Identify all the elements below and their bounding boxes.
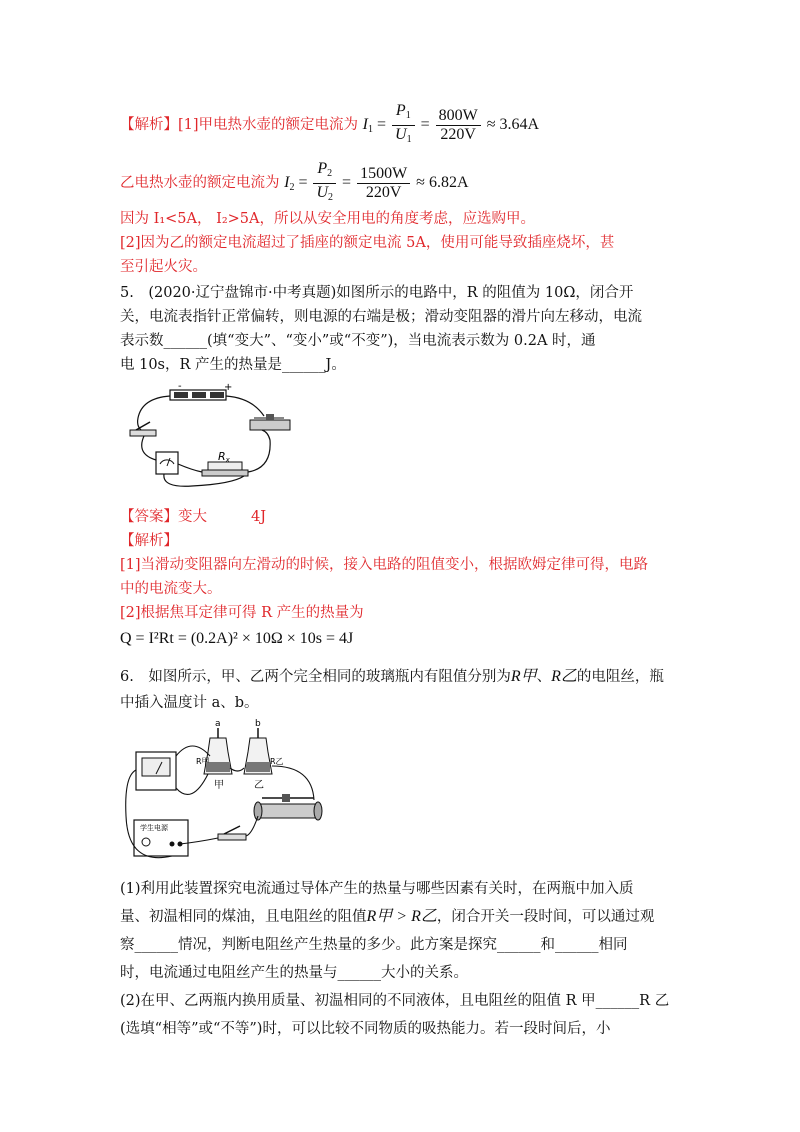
question-6-part-1-line-1: (1)利用此装置探究电流通过导体产生的热量与哪些因素有关时，在两瓶中加入质 — [120, 881, 634, 897]
question-6-part-1-line-4: 时，电流通过电阻丝产生的热量与______大小的关系。 — [120, 965, 468, 981]
solution-5-line-1: [1]当滑动变阻器向左滑动的时候，接入电路的阻值变小，根据欧姆定律可得，电路 — [120, 557, 649, 573]
question-6-line-2: 中插入温度计 a、b。 — [120, 695, 259, 711]
thermometer-a-label: a — [215, 719, 221, 729]
minus-terminal-label: - — [178, 381, 182, 392]
solution-4-line-5: 至引起火灾。 — [120, 259, 207, 275]
r-yi-symbol: R乙 — [551, 668, 577, 685]
question-5-line-3: 表示数______(填“变大”、“变小”或“不变”)，当电流表示数为 0.2A 时，通 — [120, 333, 596, 349]
resistor-label: Rx — [218, 450, 230, 464]
solution-label: 【解析】 — [120, 117, 178, 134]
solution-text: 乙电热水壶的额定电流为 — [120, 175, 280, 192]
question-6-line-1: 6. 如图所示，甲、乙两个完全相同的玻璃瓶内有阻值分别为R甲、R乙的电阻丝，瓶 — [120, 668, 664, 685]
r-jia-label: R甲 — [196, 757, 210, 766]
thermometer-b-label: b — [255, 719, 261, 729]
solution-4-line-3: 因为 I₁<5A， I₂>5A，所以从安全用电的角度考虑，应选购甲。 — [120, 211, 535, 227]
question-5-line-1: 5. (2020·辽宁盘锦市·中考真题)如图所示的电路中，R 的阻值为 10Ω，闭合开 — [120, 285, 634, 301]
answer-5 — [120, 506, 266, 528]
solution-5-line-2: 中的电流变大。 — [120, 581, 222, 597]
solution-5-label: 【解析】 — [120, 533, 178, 549]
plus-terminal-label: + — [224, 382, 233, 393]
r-yi-label: R乙 — [270, 757, 284, 766]
question-5-line-2: 关，电流表指针正常偏转，则电源的右端是极；滑动变阻器的滑片向左移动，电流 — [120, 309, 642, 325]
answer-label: 【答案】 — [120, 509, 178, 525]
solution-text: [1]甲电热水壶的额定电流为 — [178, 117, 359, 134]
yi-label: 乙 — [254, 780, 264, 791]
solution-5-equation: Q = I²Rt = (0.2A)² × 10Ω × 10s = 4J — [120, 630, 354, 647]
question-5-line-4: 电 10s，R 产生的热量是______J。 — [120, 357, 346, 373]
jia-label: 甲 — [214, 780, 224, 791]
question-6-part-1-line-2: 量、初温相同的煤油，且电阻丝的阻值R甲 > R乙，闭合开关一段时间，可以通过观 — [120, 908, 655, 925]
question-6-part-1-line-3: 察______情况，判断电阻丝产生热量的多少。此方案是探究______和______相同 — [120, 937, 628, 953]
solution-4-line-4: [2]因为乙的额定电流超过了插座的额定电流 5A，使用可能导致插座烧坏，甚 — [120, 235, 615, 251]
solution-4-line-2 — [120, 160, 469, 207]
circuit-figure-6 — [122, 716, 332, 868]
question-6-part-2-line-2: (选填“相等”或“不等”)时，可以比较不同物质的吸热能力。若一段时间后，小 — [120, 1021, 611, 1037]
equation-2: $I_2$ = $\frac{P_2}{U_2}$ = $\frac{1500W}{220V}$ ≈ 6.82A — [284, 160, 469, 203]
resistance-comparison: R甲 > R乙 — [366, 908, 437, 925]
answer-2: 4J — [251, 509, 267, 525]
answer-1: 变大 — [178, 509, 207, 525]
r-jia-symbol: R甲 — [510, 668, 537, 685]
circuit-figure-5 — [122, 380, 294, 498]
solution-4-line-1 — [120, 102, 539, 149]
solution-5-line-3: [2]根据焦耳定律可得 R 产生的热量为 — [120, 605, 364, 621]
question-6-part-2-line-1: (2)在甲、乙两瓶内换用质量、初温相同的不同液体，且电阻丝的阻值 R 甲______R 乙 — [120, 993, 670, 1009]
power-supply-label: 学生电源 — [140, 824, 168, 832]
equation-1: $I_1$ = $\frac{P_1}{U_1}$ = $\frac{800W}{220V}$ ≈ 3.64A — [362, 102, 540, 145]
